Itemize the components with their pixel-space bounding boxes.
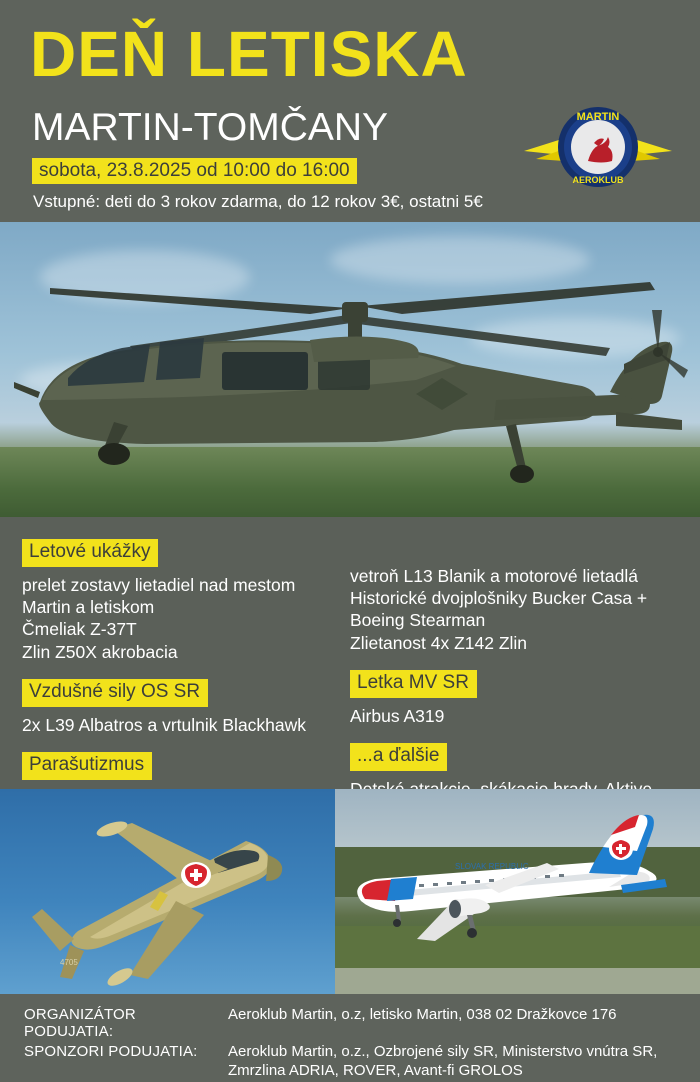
logo-top-text: MARTIN: [576, 111, 620, 123]
blackhawk-helicopter-illustration: [10, 274, 690, 489]
sponsors-value: [228, 1043, 700, 1081]
program-line: Airbus A319: [350, 705, 445, 726]
program-lines: [350, 705, 686, 727]
program-heading: Letka MV SR: [350, 670, 477, 698]
page-subtitle: MARTIN-TOMČANY: [32, 106, 389, 149]
program-heading: Vzdušné sily OS SR: [22, 679, 208, 707]
program-lines: [350, 565, 686, 654]
organizer-row: [24, 1006, 700, 1040]
program-line: prelet zostavy lietadiel nad mestom: [22, 574, 296, 595]
organizer-label: ORGANIZÁTOR PODUJATIA:: [24, 1006, 136, 1040]
program-line: Čmeliak Z-37T: [22, 619, 137, 640]
sponsors-label: SPONZORI PODUJATIA:: [24, 1043, 198, 1060]
program-section: [0, 517, 700, 789]
program-heading: ...a ďalšie: [350, 743, 447, 771]
page-title: DEŇ LETISKA: [30, 18, 468, 90]
program-line: 2x L39 Albatros a vrtulnik Blackhawk: [22, 714, 307, 735]
airbus-a319-photo: [335, 789, 700, 994]
program-heading: Parašutizmus: [22, 752, 152, 780]
program-line: Zlin Z50X akrobacia: [22, 641, 178, 662]
poster-footer: [0, 994, 700, 1082]
program-line: Historické dvojplošniky Bucker Casa +: [350, 588, 648, 609]
program-line: Zlietanost 4x Z142 Zlin: [350, 632, 528, 653]
program-block: [350, 670, 686, 727]
aircraft-tail-number: 4705: [60, 958, 78, 967]
logo-bottom-text: AEROKLUB: [572, 175, 624, 185]
event-date-badge: sobota, 23.8.2025 od 10:00 do 16:00: [32, 158, 357, 184]
program-lines: [22, 574, 342, 663]
program-block: [22, 539, 342, 663]
aircraft-titles: SLOVAK REPUBLIC: [455, 862, 529, 871]
l39-albatros-photo: [0, 789, 335, 994]
program-line: Martin a letiskom: [22, 597, 155, 618]
entry-fee-text: Vstupné: deti do 3 rokov zdarma, do 12 rokov 3€, ostatni 5€: [33, 192, 483, 211]
photo-strip: [0, 789, 700, 994]
sponsors-line: Zmrzlina ADRIA, ROVER, Avant-fi GROLOS: [228, 1061, 523, 1079]
program-heading: Letové ukážky: [22, 539, 158, 567]
program-block: [22, 679, 342, 736]
program-block: [350, 565, 686, 654]
poster-header: [0, 0, 700, 222]
aeroklub-martin-logo: [522, 103, 674, 199]
sponsors-row: [24, 1043, 700, 1081]
hero-helicopter-photo: [0, 222, 700, 517]
sponsors-line: Aeroklub Martin, o.z., Ozbrojené sily SR, Ministerstvo vnútra SR,: [228, 1043, 658, 1060]
program-column-left: [22, 533, 342, 825]
program-lines: [22, 714, 342, 736]
program-line: Boeing Stearman: [350, 610, 486, 631]
organizer-value: Aeroklub Martin, o.z, letisko Martin, 038 02 Dražkovce 176: [228, 1006, 617, 1023]
program-line: vetroň L13 Blanik a motorové lietadlá: [350, 566, 638, 586]
